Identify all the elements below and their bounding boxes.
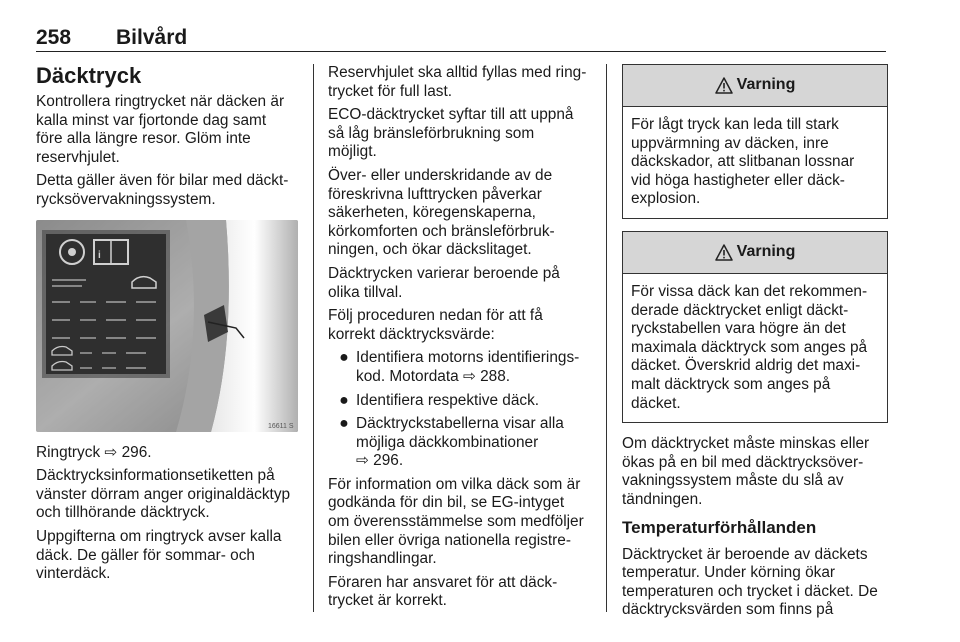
column-divider	[606, 64, 607, 612]
column-divider	[313, 64, 314, 612]
paragraph: Ringtryck ⇨ 296.	[36, 443, 152, 461]
bullet-icon: ●	[339, 415, 349, 433]
page-number: 258	[36, 26, 72, 49]
paragraph: Över- eller underskridande av de föreskrivna lufttrycken påverkar säkerheten, köregenskaperna, körkomforten och bränsleförbruk- ningen, och ökar däckslitaget.	[328, 166, 555, 259]
paragraph: Däcktrycksinformationsetiketten på vänster dörram anger originaldäcktyp och tillhörande däcktryck.	[36, 467, 291, 522]
warning-text: För vissa däck kan det rekommen- derade däcktrycket enligt däckt- ryckstabellen vara högre än det maximala däcktryck som anges på däcket. Överskrid aldrig det maxi- malt däcktryck som anges på däcket.	[631, 282, 868, 412]
list-item	[332, 415, 594, 471]
bullet-icon: ●	[339, 391, 349, 409]
warning-title: Varning	[736, 76, 796, 94]
list-item-text: Identifiera motorns identifierings- kod. Motordata ⇨ 288.	[356, 349, 580, 385]
warning-header	[623, 232, 887, 274]
paragraph: Däcktrycken varierar beroende på olika tillval.	[328, 264, 560, 301]
list-item-text: Identifiera respektive däck.	[356, 391, 540, 409]
paragraph: Följ proceduren nedan för att få korrekt däcktrycksvärde:	[328, 307, 543, 343]
paragraph: Kontrollera ringtrycket när däcken är kalla minst var fjortonde dag samt före alla längre resor. Glöm inte reservhjulet.	[36, 93, 285, 166]
paragraph: ECO-däcktrycket syftar till att uppnå så låg bränsleförbrukning som möjligt.	[328, 106, 574, 161]
warning-header	[623, 65, 887, 107]
warning-triangle-icon	[715, 244, 733, 261]
warning-box	[622, 231, 888, 423]
warning-text: För lågt tryck kan leda till stark uppvärmning av däcken, inre däckskador, att slitbanan lossnar vid höga hastigheter eller däck- explosion.	[631, 116, 855, 208]
warning-box	[622, 64, 888, 219]
bullet-icon: ●	[339, 349, 349, 367]
page-header	[36, 26, 886, 52]
svg-text:i: i	[98, 249, 101, 261]
section-title: Däcktryck	[36, 63, 142, 88]
subsection-title: Temperaturförhållanden	[622, 517, 817, 537]
paragraph: För information om vilka däck som är godkända för din bil, se EG-intyget om överensstämmelse som medföljer bilen eller övriga nationella registre- ringshandlingar.	[328, 475, 584, 568]
column-left	[36, 64, 302, 589]
paragraph: Reservhjulet ska alltid fyllas med ring- trycket för full last.	[328, 64, 587, 100]
column-middle	[328, 64, 594, 616]
paragraph: Detta gäller även för bilar med däckt- rycksövervakningssystem.	[36, 172, 289, 208]
paragraph: Däcktrycket är beroende av däckets temperatur. Under körning ökar temperaturen och trycket i däcket. De däcktrycksvärden som finns på	[622, 545, 878, 619]
paragraph: Om däcktrycket måste minskas eller ökas på en bil med däcktrycksöver- vakningssystem måste du slå av tändningen.	[622, 435, 870, 508]
list-item	[332, 349, 594, 386]
column-right	[622, 64, 888, 625]
warning-title: Varning	[736, 243, 796, 261]
tire-pressure-label-figure	[36, 220, 298, 432]
paragraph: Uppgifterna om ringtryck avser kalla däck. De gäller för sommar- och vinterdäck.	[36, 527, 282, 583]
paragraph: Föraren har ansvaret för att däck- trycket är korrekt.	[328, 573, 558, 610]
chapter-title: Bilvård	[116, 26, 188, 49]
list-item	[332, 392, 594, 411]
figure-code: 16611 S	[268, 422, 294, 430]
warning-triangle-icon	[715, 77, 733, 94]
list-item-text: Däcktryckstabellerna visar alla möjliga däckkombinationer ⇨ 296.	[356, 415, 564, 470]
